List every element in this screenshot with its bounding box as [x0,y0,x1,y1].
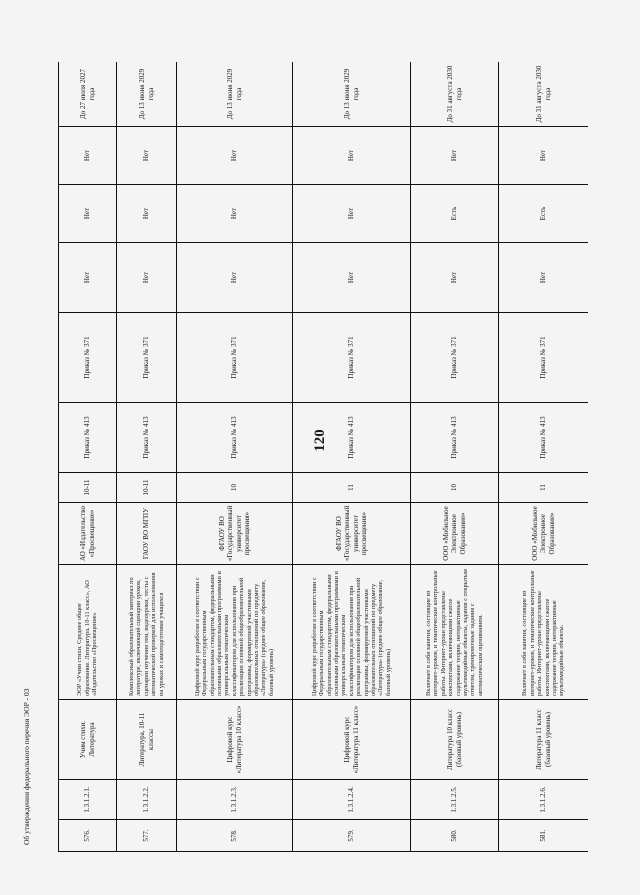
row-number: 576. [59,820,117,852]
row-description: Комплексный образовательный материал по литературе, включающий сценарии уроков, сценарии изучения тем, видеоуроки, тесты с автоматической проверкой для использования на уроках и самоподготовки учащихся [117,565,177,700]
row-date: До 13 июня 2029 года [117,62,177,127]
row-code: 1.3.1.2.5. [411,780,499,820]
row-col-a: Нет [499,243,589,313]
row-date: До 31 августа 2030 года [499,62,589,127]
row-description: ЭОР «Учим стихи. Среднее общее образование. Литература. 10-11 класс», АО «Издательство «Просвещение» [59,565,117,700]
row-code: 1.3.1.2.1. [59,780,117,820]
row-col-a: Нет [117,243,177,313]
table-row [117,62,177,852]
row-description: Цифровой курс разработан в соответствии с Федеральным государственным образовательным стандартом, федеральными основными образовательными программами и универсальным тематическим классификатором для использования при реализации основной общеобразовательной программы, формируемой участниками образовательных отношений по предмету «Литература» (среднее общее образование, базовый уровень) [177,565,293,700]
row-organization: ООО «Мобильное Электронное Образование» [411,503,499,565]
row-order-2: Приказ № 371 [293,313,411,403]
row-number: 579. [293,820,411,852]
row-organization: ООО «Мобильное Электронное Образование» [499,503,589,565]
row-col-b: Нет [177,185,293,243]
row-organization: ГАОУ ВО МГПУ [117,503,177,565]
row-title: Цифровой курс «Литература 11 класс» [293,700,411,780]
row-organization: ФГАОУ ВО «Государственный университет просвещения» [293,503,411,565]
row-col-a: Нет [59,243,117,313]
row-order-2: Приказ № 371 [117,313,177,403]
row-col-a: Нет [177,243,293,313]
row-description: Цифровой курс разработан в соответствии с Федеральным государственным образовательным стандартом, федеральными основными образовательными программами и универсальным тематическим классификатором для использования при реализации основной общеобразовательной программы, формируемой участниками образовательных отношений по предмету «Литература» (среднее общее образование, базовый уровень) [293,565,411,700]
row-col-b: Нет [117,185,177,243]
row-order-1: Приказ № 413 [177,403,293,473]
row-number: 580. [411,820,499,852]
row-number: 581. [499,820,589,852]
row-grade: 10 [177,473,293,503]
row-order-2: Приказ № 371 [411,313,499,403]
row-col-c: Нет [117,127,177,185]
row-grade: 10-11 [59,473,117,503]
table-container [58,62,588,852]
row-order-2: Приказ № 371 [177,313,293,403]
row-date: До 27 июля 2027 года [59,62,117,127]
row-title: Литература 11 класс (базовый уровень) [499,700,589,780]
footnote: Об утверждении федерального перечня ЭОР - 03 [22,688,31,845]
row-number: 578. [177,820,293,852]
row-order-2: Приказ № 371 [59,313,117,403]
row-col-b: Есть [411,185,499,243]
row-code: 1.3.1.2.3. [177,780,293,820]
row-col-b: Нет [59,185,117,243]
row-col-b: Есть [499,185,589,243]
row-order-1: Приказ № 413 [59,403,117,473]
table-row [293,62,411,852]
row-col-c: Нет [499,127,589,185]
row-number: 577. [117,820,177,852]
row-grade: 10 [411,473,499,503]
row-description: Включает в себя занятия, состоящие из интернет-уроков, и тематические контрольные работы. Интернет-уроки представлены конспектами, включающими сжатое содержание теории, интерактивные мультимедийные объекты, задания с открытым ответом, тренировочные задания с автоматическим оцениванием. [411,565,499,700]
row-date: До 13 июня 2029 года [177,62,293,127]
row-col-a: Нет [293,243,411,313]
row-order-1: Приказ № 413 [499,403,589,473]
row-order-2: Приказ № 371 [499,313,589,403]
table-row [177,62,293,852]
row-order-1: Приказ № 413 [411,403,499,473]
row-title: Литература, 10-11 классы [117,700,177,780]
row-col-c: Нет [411,127,499,185]
table-row [411,62,499,852]
row-grade: 11 [499,473,589,503]
row-grade: 10-11 [117,473,177,503]
row-col-a: Нет [411,243,499,313]
row-title: Цифровой курс «Литература 10 класс» [177,700,293,780]
page-number: 120 [311,428,328,452]
row-organization: ФГАОУ ВО «Государственный университет просвещения» [177,503,293,565]
row-col-c: Нет [59,127,117,185]
row-order-1: Приказ № 413 [293,403,411,473]
row-date: До 13 июня 2029 года [293,62,411,127]
row-grade: 11 [293,473,411,503]
table-row [499,62,589,852]
row-organization: АО «Издательство «Просвещение» [59,503,117,565]
table-row [59,62,117,852]
row-code: 1.3.1.2.4. [293,780,411,820]
row-col-c: Нет [293,127,411,185]
row-col-b: Нет [293,185,411,243]
textbook-table [58,62,588,852]
row-col-c: Нет [177,127,293,185]
row-code: 1.3.1.2.2. [117,780,177,820]
row-order-1: Приказ № 413 [117,403,177,473]
row-title: Литература 10 класс (базовый уровень) [411,700,499,780]
row-date: До 31 августа 2030 года [411,62,499,127]
row-code: 1.3.1.2.6. [499,780,589,820]
row-title: Учим стихи. Литература [59,700,117,780]
row-description: Включает в себя занятия, состоящие из интернет-уроков, и тематические контрольные работы. Интернет-уроки представлены конспектами, включающими сжатое содержание теории, интерактивные мультимедийные объекты. [499,565,589,700]
